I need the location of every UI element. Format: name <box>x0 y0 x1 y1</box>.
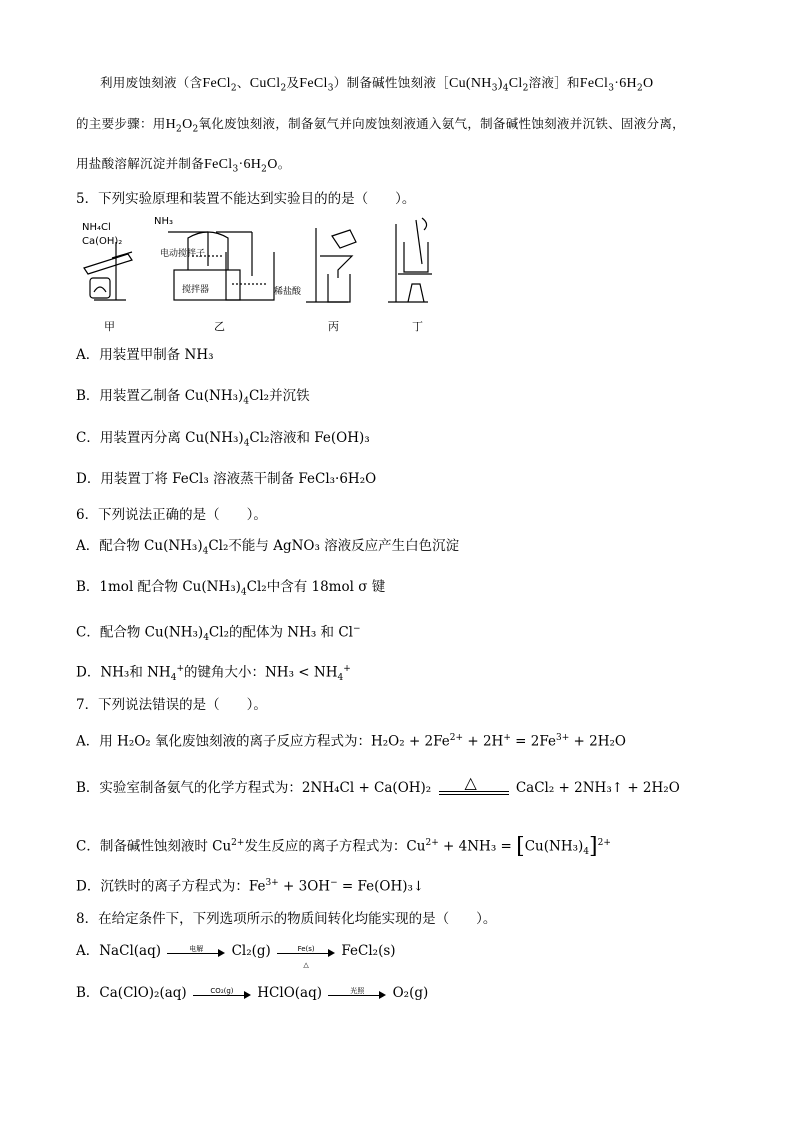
option-text: Cl₂(g) <box>231 943 271 959</box>
reaction-arrow <box>193 987 251 1001</box>
option-text: 发生反应的离子方程式为：Cu <box>244 838 426 855</box>
formula: ·6H <box>238 157 262 172</box>
q7-option-d: D．沉铁时的离子方程式为：$Fe^{3+} + 3OH^-$ = Fe(OH)₃↓ <box>76 878 425 895</box>
q6-option-c: C．配合物 $Cu(NH_3)_4Cl_2$的配体为 NH₃ 和 Cl− <box>76 624 361 644</box>
reaction-arrow <box>277 944 335 969</box>
reaction-arrow <box>167 945 225 959</box>
question-8-stem: 8．在给定条件下，下列选项所示的物质间转化均能实现的是（ ）。 <box>76 911 497 927</box>
option-text: CaCl₂ + 2NH₃↑ + 2H₂O <box>515 780 680 796</box>
charge: 2+ <box>597 838 611 848</box>
option-text: B．用装置乙制备 Cu(NH₃) <box>76 388 244 404</box>
formula: Cu(NH <box>448 76 492 91</box>
formula: O <box>642 76 654 91</box>
q6-option-d: D．NH₃和 $NH_4^+$的键角大小：$NH_3 < NH_4^+$ <box>76 664 351 684</box>
option-text: A．用 H₂O₂ 氧化废蚀刻液的离子反应方程式为：H₂O₂ + 2Fe <box>76 733 450 750</box>
option-text: D．NH₃和 NH <box>76 664 171 681</box>
q6-option-b: B．1mol 配合物 $Cu(NH_3)_4Cl_2$中含有 18mol σ 键 <box>76 579 386 598</box>
option-text: C．配合物 Cu(NH₃) <box>76 624 204 641</box>
q8-option-a <box>76 941 396 969</box>
label-hcl: 稀盐酸 <box>274 287 302 297</box>
intro-text: 、 <box>236 75 250 90</box>
q5-option-d: D．用装置丁将 FeCl₃ 溶液蒸干制备 FeCl₃·6H₂O <box>76 471 377 487</box>
option-text: Cu(NH₃) <box>524 838 584 855</box>
q8-option-b <box>76 983 428 1003</box>
intro-line-1: 利用废蚀刻液（含FeCl$_2$、CuCl$_2$及FeCl$_3$）制备碱性蚀刻液$[Cu(NH_3)_4Cl_2$溶液］和$FeCl_3\cdot 6H_2O$ <box>100 75 654 94</box>
reaction-arrow <box>328 987 386 1001</box>
intro-text: 溶液］和 <box>528 75 580 90</box>
option-text: 的键角大小：NH₃ < NH <box>183 664 338 681</box>
formula: Cl <box>508 76 523 91</box>
option-text: HClO(aq) <box>257 985 322 1001</box>
intro-line-2: 的主要步骤：用$H_2O_2$氧化废蚀刻液，制备氨气并向废蚀刻液通入氨气，制备碱性蚀刻液并沉铁、固液分离， <box>76 116 685 135</box>
q6-option-a: A．配合物 $Cu(NH_3)_4Cl_2$不能与 AgNO₃ 溶液反应产生白色沉淀 <box>76 538 460 557</box>
heating-equals-sign <box>439 772 509 799</box>
label-caoh2: Ca(OH)₂ <box>82 236 123 247</box>
option-text: + 3OH <box>278 878 331 895</box>
option-text: C．制备碱性蚀刻液时 Cu <box>76 838 232 855</box>
q5-option-a: A．用装置甲制备 NH₃ <box>76 347 214 363</box>
apparatus-drawing <box>76 212 456 336</box>
intro-text: O。 <box>267 156 291 171</box>
q5-option-b: B．用装置乙制备 $Cu(NH_3)_4Cl_2$并沉铁 <box>76 388 310 407</box>
label-yi: 乙 <box>214 320 225 333</box>
option-text: Cl₂溶液和 Fe(OH)₃ <box>249 430 370 446</box>
intro-text: 氧化废蚀刻液，制备氨气并向废蚀刻液通入氨气，制备碱性蚀刻液并沉铁、固液分离， <box>198 116 685 131</box>
option-text: B．实验室制备氨气的化学方程式为：2NH₄Cl + Ca(OH)₂ <box>76 780 432 796</box>
option-text: O₂(g) <box>392 985 429 1001</box>
label-jia: 甲 <box>104 320 115 333</box>
question-7-stem: 7．下列说法错误的是（ ）。 <box>76 697 267 713</box>
option-text: Cl₂并沉铁 <box>249 388 310 404</box>
label-nh4cl: NH₄Cl <box>82 222 111 233</box>
apparatus-figure <box>76 212 456 336</box>
intro-line-3: 用盐酸溶解沉淀并制备$FeCl_3\cdot 6H_2O$。 <box>76 156 291 175</box>
q5-option-c: C．用装置丙分离 $Cu(NH_3)_4Cl_2$溶液和 Fe(OH)₃ <box>76 430 370 449</box>
formula: CuCl <box>249 76 281 91</box>
formula: FeCl <box>204 157 233 172</box>
label-bing: 丙 <box>328 320 339 333</box>
option-text: = 2Fe <box>510 733 556 750</box>
question-6-stem: 6．下列说法正确的是（ ）。 <box>76 507 267 523</box>
option-text: + 4NH₃ = <box>438 838 517 855</box>
label-stirrer: 搅拌器 <box>182 285 210 295</box>
arrow-condition: 光照 <box>350 986 365 995</box>
q7-option-a: A．用 H₂O₂ 氧化废蚀刻液的离子反应方程式为：$H_2O_2 + 2Fe^{2+} + 2H^+ = 2Fe^{3+} + 2H_2O$ <box>76 733 626 750</box>
option-text: C．用装置丙分离 Cu(NH₃) <box>76 430 244 446</box>
formula: FeCl <box>579 76 609 91</box>
option-text: FeCl₂(s) <box>341 943 396 959</box>
formula: O <box>182 117 193 132</box>
question-5-stem: 5．下列实验原理和装置不能达到实验目的的是（ ）。 <box>76 191 416 207</box>
option-text: Cl₂中含有 18mol σ 键 <box>246 579 386 595</box>
intro-text: 用盐酸溶解沉淀并制备 <box>76 156 205 171</box>
label-ding: 丁 <box>412 320 423 333</box>
option-text: A．NaCl(aq) <box>76 943 161 959</box>
arrow-condition: Fe(s) <box>297 944 315 953</box>
option-text: Cl₂不能与 AgNO₃ 溶液反应产生白色沉淀 <box>208 538 460 554</box>
option-text: + 2H₂O <box>569 733 626 750</box>
formula: ) <box>497 76 503 91</box>
option-text: B．1mol 配合物 Cu(NH₃) <box>76 579 241 595</box>
intro-text: 利用废蚀刻液（含 <box>100 75 203 90</box>
label-nh3: NH₃ <box>154 216 174 227</box>
option-text: D．沉铁时的离子方程式为：Fe <box>76 878 266 895</box>
intro-text: 及 <box>286 75 300 90</box>
formula: FeCl <box>299 76 328 91</box>
q7-option-c: C．制备碱性蚀刻液时 $Cu^{2+}$发生反应的离子方程式为：$Cu^{2+} + 4NH_3 = [Cu(NH_3)_4]^{2+}$ <box>76 834 611 859</box>
formula: H <box>165 117 177 132</box>
option-text: + 2H <box>463 733 504 750</box>
arrow-condition: 电解 <box>189 944 204 953</box>
intro-text: 的主要步骤：用 <box>76 116 166 131</box>
option-text: = Fe(OH)₃↓ <box>337 878 425 895</box>
arrow-condition: △ <box>303 960 309 969</box>
formula: ·6H <box>614 76 637 91</box>
heat-symbol: △ <box>464 772 477 792</box>
intro-text: ）制备碱性蚀刻液［ <box>333 75 449 90</box>
option-text: Cl₂的配体为 NH₃ 和 Cl <box>208 624 353 641</box>
option-text: A．配合物 Cu(NH₃) <box>76 538 203 554</box>
label-stir-side: 电动搅拌子 <box>160 249 206 259</box>
option-text: B．Ca(ClO)₂(aq) <box>76 985 187 1001</box>
formula: FeCl <box>202 76 231 91</box>
q7-option-b <box>76 772 680 799</box>
arrow-condition: CO₂(g) <box>210 986 234 995</box>
